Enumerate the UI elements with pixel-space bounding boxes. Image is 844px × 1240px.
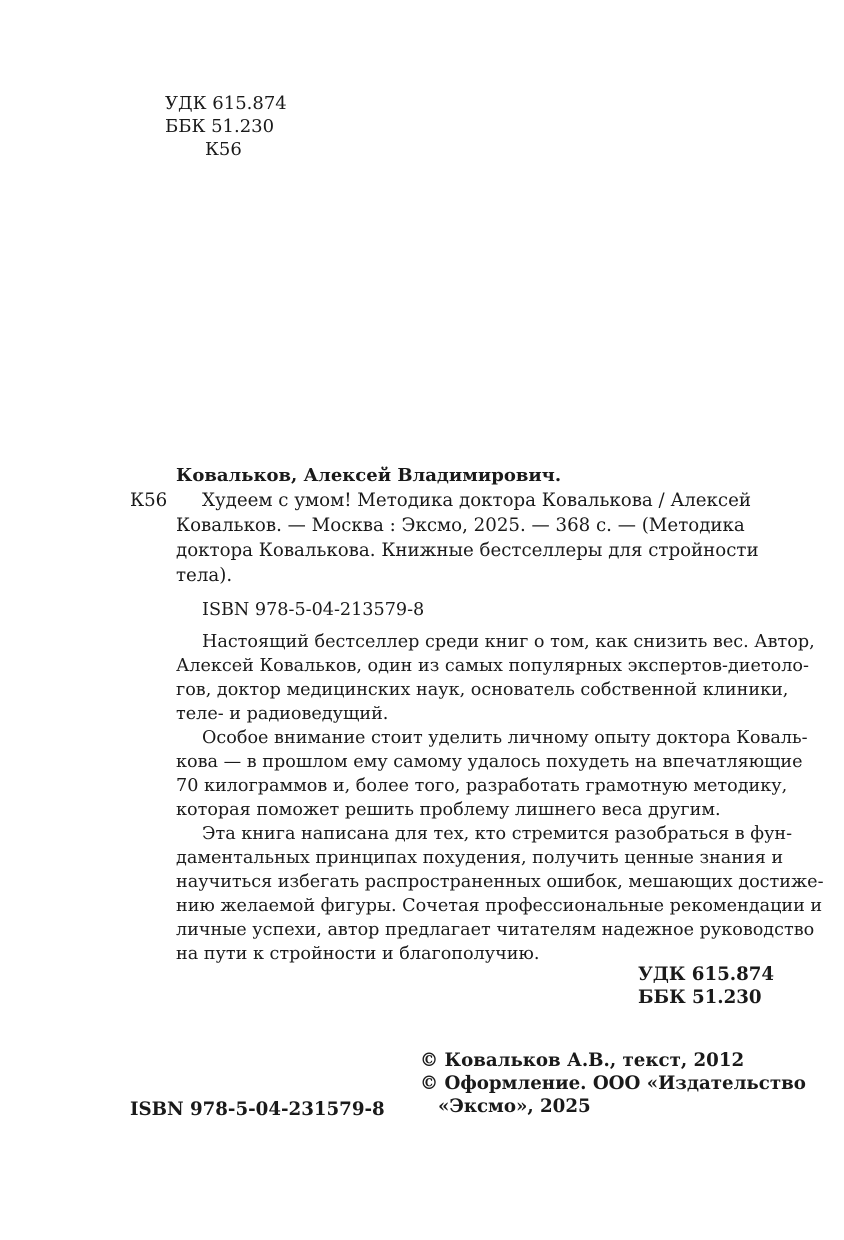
annotation-p2-line-3: 70 килограммов и, более того, разработать грамотную методику, — [176, 776, 788, 796]
udk-code-top: УДК 615.874 — [165, 93, 287, 114]
copyright-design-line-1: © Оформление. ООО «Издательство — [420, 1073, 806, 1094]
annotation-p3-line-2: даментальных принципах похудения, получить ценные знания и — [176, 848, 784, 868]
annotation-p3-line-6: на пути к стройности и благополучию. — [176, 944, 540, 964]
annotation-p3-line-5: личные успехи, автор предлагает читателям надежное руководство — [176, 920, 815, 940]
udk-code-bottom: УДК 615.874 — [638, 964, 775, 985]
title-line-1: Худеем с умом! Методика доктора Ковалькова / Алексей — [202, 490, 751, 511]
annotation-p2-line-1: Особое внимание стоит уделить личному опыту доктора Коваль- — [202, 728, 808, 748]
annotation-p1-line-2: Алексей Ковальков, один из самых популярных экспертов-диетоло- — [176, 656, 809, 676]
title-line-2: Ковальков. — Москва : Эксмо, 2025. — 368 с. — (Методика — [176, 515, 745, 536]
annotation-p1-line-3: гов, доктор медицинских наук, основатель собственной клиники, — [176, 680, 789, 700]
annotation-p2-line-4: которая поможет решить проблему лишнего веса другим. — [176, 800, 721, 820]
copyright-design-line-2: «Эксмо», 2025 — [438, 1096, 591, 1117]
annotation-p3-line-1: Эта книга написана для тех, кто стремится разобраться в фун- — [202, 824, 793, 844]
bbk-code-top: ББК 51.230 — [165, 116, 275, 137]
title-line-4: тела). — [176, 565, 233, 586]
annotation-p3-line-3: научиться избегать распространенных ошибок, мешающих достиже- — [176, 872, 824, 892]
catalog-isbn: ISBN 978-5-04-213579-8 — [202, 600, 425, 620]
title-line-3: доктора Ковалькова. Книжные бестселлеры для стройности — [176, 540, 759, 561]
catalog-mark: К56 — [130, 490, 168, 511]
annotation-p1-line-4: теле- и радиоведущий. — [176, 704, 389, 724]
author-heading: Ковальков, Алексей Владимирович. — [176, 465, 562, 486]
annotation-p2-line-2: кова — в прошлом ему самому удалось похудеть на впечатляющие — [176, 752, 803, 772]
annotation-p3-line-4: нию желаемой фигуры. Сочетая профессиональные рекомендации и — [176, 896, 823, 916]
footer-isbn: ISBN 978-5-04-231579-8 — [130, 1099, 385, 1120]
author-mark-top: К56 — [205, 139, 242, 160]
bbk-code-bottom: ББК 51.230 — [638, 987, 762, 1008]
copyright-text: © Ковальков А.В., текст, 2012 — [420, 1050, 745, 1071]
annotation-p1-line-1: Настоящий бестселлер среди книг о том, как снизить вес. Автор, — [202, 632, 815, 652]
